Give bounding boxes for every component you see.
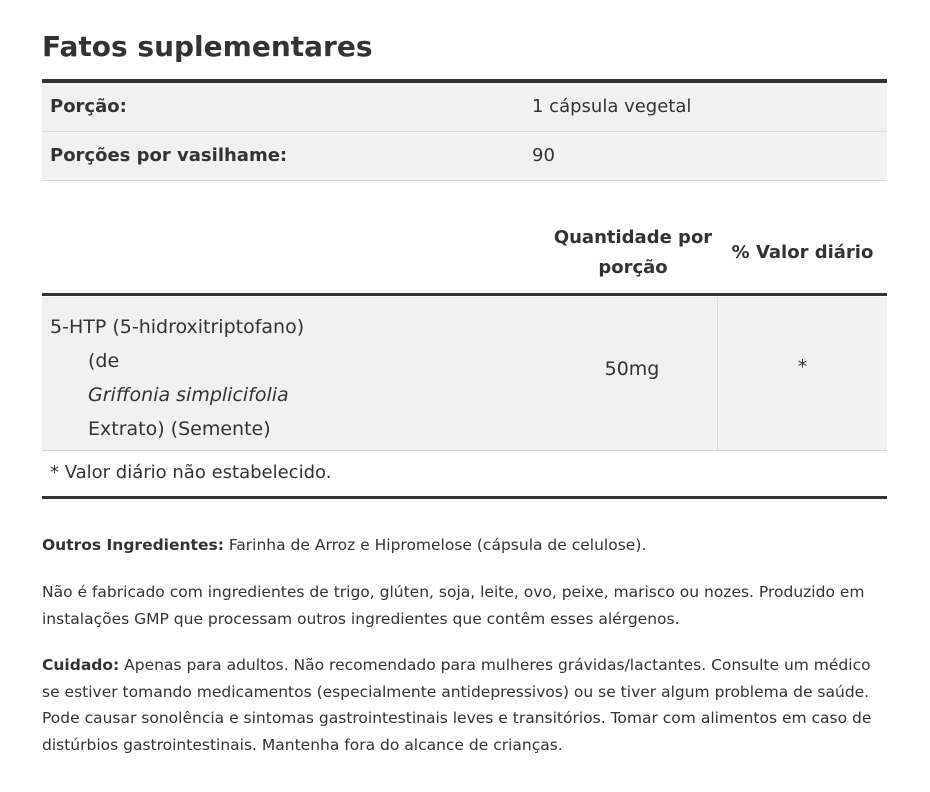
serving-info-table bbox=[42, 83, 887, 181]
servings-per-container-row bbox=[42, 132, 887, 181]
allergen-statement: Não é fabricado com ingredientes de trigo, glúten, soja, leite, ovo, peixe, marisco ou nozes. Produzido em instalações GMP que processam outros ingredientes que contêm esses alérgenos. bbox=[42, 583, 865, 628]
caution-text: Apenas para adultos. Não recomendado para mulheres grávidas/lactantes. Consulte um médico se estiver tomando medicamentos (especialmente antidepressivos) ou se tiver algum problema de saúde. Pode causar sonolência e sintomas gastrointestinais leves e transitórios. Tomar com alimentos em caso de distúrbios gastrointestinais. Mantenha fora do alcance de crianças. bbox=[42, 656, 872, 754]
ingredient-row bbox=[42, 297, 887, 451]
amount-per-serving-header bbox=[533, 223, 733, 283]
ingredient-species: Griffonia simplicifolia bbox=[88, 384, 289, 406]
other-ingredients-text: Farinha de Arroz e Hipromelose (cápsula de celulose). bbox=[223, 536, 647, 554]
ingredient-name bbox=[50, 310, 304, 446]
ingredient-daily-value: * bbox=[797, 356, 808, 378]
amount-header-line2: porção bbox=[598, 257, 668, 278]
other-ingredients bbox=[42, 532, 892, 559]
page-title: Fatos suplementares bbox=[42, 30, 373, 63]
other-ingredients-label: Outros Ingredientes: bbox=[42, 536, 224, 554]
header-rule bbox=[42, 293, 887, 296]
bottom-rule bbox=[42, 496, 887, 499]
serving-size-label: Porção: bbox=[50, 96, 127, 117]
servings-per-container-label: Porções por vasilhame: bbox=[50, 145, 288, 166]
caution-statement bbox=[42, 652, 892, 758]
serving-size-value: 1 cápsula vegetal bbox=[532, 96, 692, 117]
serving-size-row bbox=[42, 83, 887, 132]
ingredient-name-line2: (de bbox=[88, 350, 120, 372]
ingredient-amount: 50mg bbox=[604, 358, 660, 380]
daily-value-footnote: * Valor diário não estabelecido. bbox=[50, 462, 332, 483]
caution-label: Cuidado: bbox=[42, 656, 120, 674]
servings-per-container-value: 90 bbox=[532, 145, 555, 166]
ingredient-name-line1: 5-HTP (5-hidroxitriptofano) bbox=[50, 316, 305, 338]
ingredient-name-line4: Extrato) (Semente) bbox=[88, 418, 271, 440]
amount-header-line1: Quantidade por bbox=[553, 227, 713, 248]
daily-value-header: % Valor diário bbox=[731, 242, 874, 263]
